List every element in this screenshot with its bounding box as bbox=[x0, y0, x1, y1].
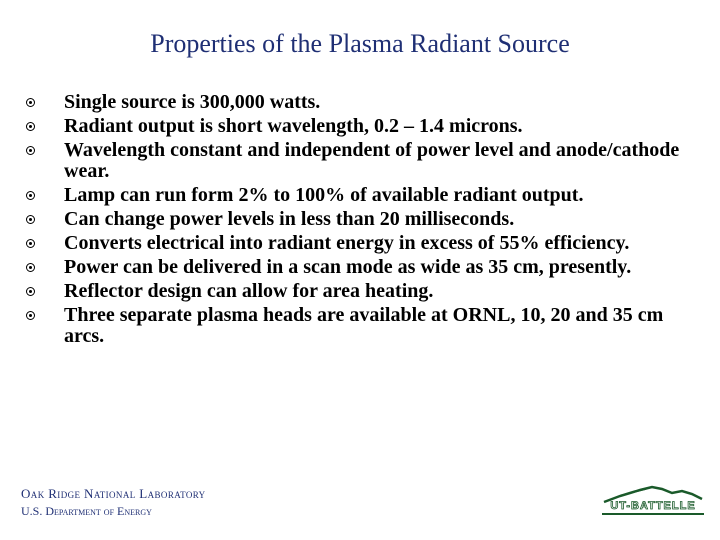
slide-title: Properties of the Plasma Radiant Source bbox=[150, 29, 570, 58]
bullet-item bbox=[26, 116, 706, 137]
bullet-icon bbox=[26, 191, 35, 200]
bullet-icon bbox=[26, 146, 35, 155]
bullet-item bbox=[26, 92, 706, 113]
bullet-text: Can change power levels in less than 20 milliseconds. bbox=[64, 208, 515, 230]
bullet-text: Power can be delivered in a scan mode as wide as 35 cm, presently. bbox=[64, 256, 632, 278]
bullet-icon bbox=[26, 98, 35, 107]
bullet-item bbox=[26, 281, 706, 302]
bullet-item bbox=[26, 257, 706, 278]
bullet-item bbox=[26, 185, 706, 206]
bullet-item bbox=[26, 140, 706, 182]
bullet-icon bbox=[26, 263, 35, 272]
bullet-item bbox=[26, 233, 706, 254]
bullet-item bbox=[26, 305, 706, 347]
logo-text: UT-BATTELLE bbox=[610, 500, 696, 512]
bullet-icon bbox=[26, 239, 35, 248]
bullet-text: Radiant output is short wavelength, 0.2 – 1.4 microns. bbox=[64, 115, 523, 137]
bullet-item bbox=[26, 209, 706, 230]
bullet-text: Single source is 300,000 watts. bbox=[64, 91, 321, 113]
bullet-text: Reflector design can allow for area heating. bbox=[64, 280, 434, 302]
bullet-text: Wavelength constant and independent of power level and anode/cathode wear. bbox=[64, 139, 680, 182]
ut-battelle-logo bbox=[600, 484, 706, 518]
footer-organization: Oak Ridge National Laboratory bbox=[21, 486, 206, 501]
footer-department: U.S. Department of Energy bbox=[21, 504, 152, 518]
bullet-text: Lamp can run form 2% to 100% of available radiant output. bbox=[64, 184, 584, 206]
bullet-icon bbox=[26, 122, 35, 131]
bullet-icon bbox=[26, 287, 35, 296]
bullet-text: Three separate plasma heads are available at ORNL, 10, 20 and 35 cm arcs. bbox=[64, 304, 664, 347]
bullet-icon bbox=[26, 311, 35, 320]
bullet-text: Converts electrical into radiant energy in excess of 55% efficiency. bbox=[64, 232, 630, 254]
bullet-icon bbox=[26, 215, 35, 224]
bullet-list bbox=[26, 92, 706, 350]
